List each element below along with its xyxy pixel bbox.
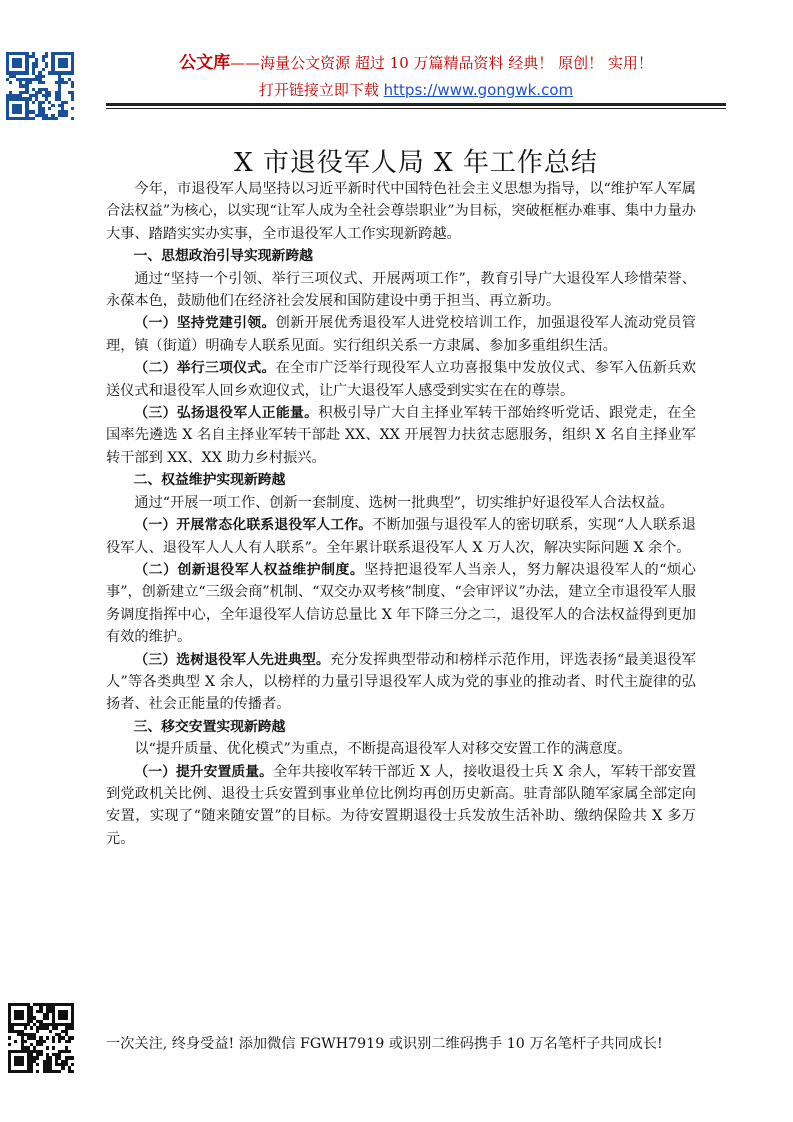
header-download-line [106, 79, 726, 100]
item-lead: （二）举行三项仪式。 [134, 360, 276, 377]
header-tagline: ——海量公文资源 超过 10 万篇精品资料 经典！ 原创！ 实用！ [230, 54, 653, 72]
item-paragraph [106, 402, 696, 469]
item-lead: （一）坚持党建引领。 [134, 315, 276, 332]
item-lead: （二）创新退役军人权益维护制度。 [134, 561, 365, 578]
qr-code-top-icon[interactable] [6, 52, 74, 120]
item-paragraph [106, 559, 696, 649]
item-text: 不断加强与退役军人的密切联系，实现“人人联系退役军人、退役军人人人有人联系”。全年累计联系退役军人 X 万人次，解决实际问题 X 余个。 [106, 517, 696, 556]
item-text: 在全市广泛举行现役军人立功喜报集中发放仪式、参军入伍新兵欢送仪式和退役军人回乡欢迎仪式，让广大退役军人感受到实实在在的尊崇。 [106, 360, 696, 399]
section-paragraph: 通过“开展一项工作、创新一套制度、选树一批典型”，切实维护好退役军人合法权益。 [134, 494, 674, 511]
item-paragraph [106, 514, 696, 559]
header-tagline-line [106, 48, 726, 73]
item-text: 积极引导广大自主择业军转干部始终听党话、跟党走，在全国率先遴选 X 名自主择业军转干部赴 XX、XX 开展智力扶贫志愿服务，组织 X 名自主择业军转干部到 XX、XX 助力乡村振兴。 [106, 405, 696, 466]
item-lead: （三）弘扬退役军人正能量。 [134, 405, 319, 422]
site-link[interactable]: https://www.gongwk.com [383, 81, 574, 99]
item-text: 充分发挥典型带动和榜样示范作用，评选表扬“最美退役军人”等各类典型 X 余人，以榜样的力量引导退役军人成为党的事业的推动者、时代主旋律的弘扬者、社会正能量的传播者。 [106, 651, 696, 713]
footer-note: 一次关注, 终身受益! 添加微信 FGWH7919 或识别二维码携手 10 万名笔杆子共同成长! [106, 1036, 663, 1052]
section-heading: 一、思想政治引导实现新跨越 [133, 248, 313, 265]
header-rule-thin [106, 108, 726, 109]
item-text: 全年共接收军转干部近 X 人，接收退役士兵 X 余人，军转干部安置到党政机关比例、退役士兵安置到事业单位比例均再创历史新高。驻青部队随军家属全部定向安置，实现了“随来随安置”的目标。为待安置期退役士兵发放生活补助、缴纳保险共 X 多万元。 [106, 763, 697, 847]
item-paragraph [106, 312, 696, 357]
qr-code-bottom-icon[interactable] [8, 1003, 74, 1073]
item-text: 坚持把退役军人当亲人，努力解决退役军人的“烦心事”，创新建立“三级会商”机制、“双交办双考核”制度、“会审评议”办法，建立全市退役军人服务调度指挥中心，全年退役军人信访总量比 X 年下降三分之二，退役军人的合法权益得到更加有效的维护。 [106, 561, 696, 646]
item-paragraph [106, 357, 696, 402]
item-paragraph [106, 761, 696, 851]
document-body [106, 178, 696, 850]
item-paragraph [106, 649, 696, 716]
download-text: 打开链接立即下载 [258, 81, 384, 99]
header-rule-thick [106, 103, 726, 106]
brand-name: 公文库 [179, 53, 231, 73]
section-paragraph: 通过“坚持一个引领、举行三项仪式、开展两项工作”，教育引导广大退役军人珍惜荣誉、永葆本色，鼓励他们在经济社会发展和国防建设中勇于担当、再立新功。 [106, 270, 696, 310]
item-text: 创新开展优秀退役军人进党校培训工作，加强退役军人流动党员管理，镇（街道）明确专人联系见面。实行组织关系一方隶属、参加多重组织生活。 [106, 315, 696, 354]
site-header [106, 48, 726, 100]
item-lead: （三）选树退役军人先进典型。 [134, 651, 330, 668]
section-heading: 三、移交安置实现新跨越 [133, 718, 286, 735]
document-title: X 市退役军人局 X 年工作总结 [234, 148, 598, 178]
item-lead: （一）开展常态化联系退役军人工作。 [134, 517, 373, 534]
section-paragraph: 以“提升质量、优化模式”为重点，不断提高退役军人对移交安置工作的满意度。 [134, 741, 632, 758]
intro-paragraph: 今年，市退役军人局坚持以习近平新时代中国特色社会主义思想为指导，以“维护军人军属合法权益”为核心，以实现“让军人成为全社会尊崇职业”为目标，突破框框办难事、集中力量办大事、踏踏实实办实事，全市退役军人工作实现新跨越。 [106, 181, 696, 242]
section-heading: 二、权益维护实现新跨越 [133, 472, 286, 489]
item-lead: （一）提升安置质量。 [134, 763, 273, 780]
